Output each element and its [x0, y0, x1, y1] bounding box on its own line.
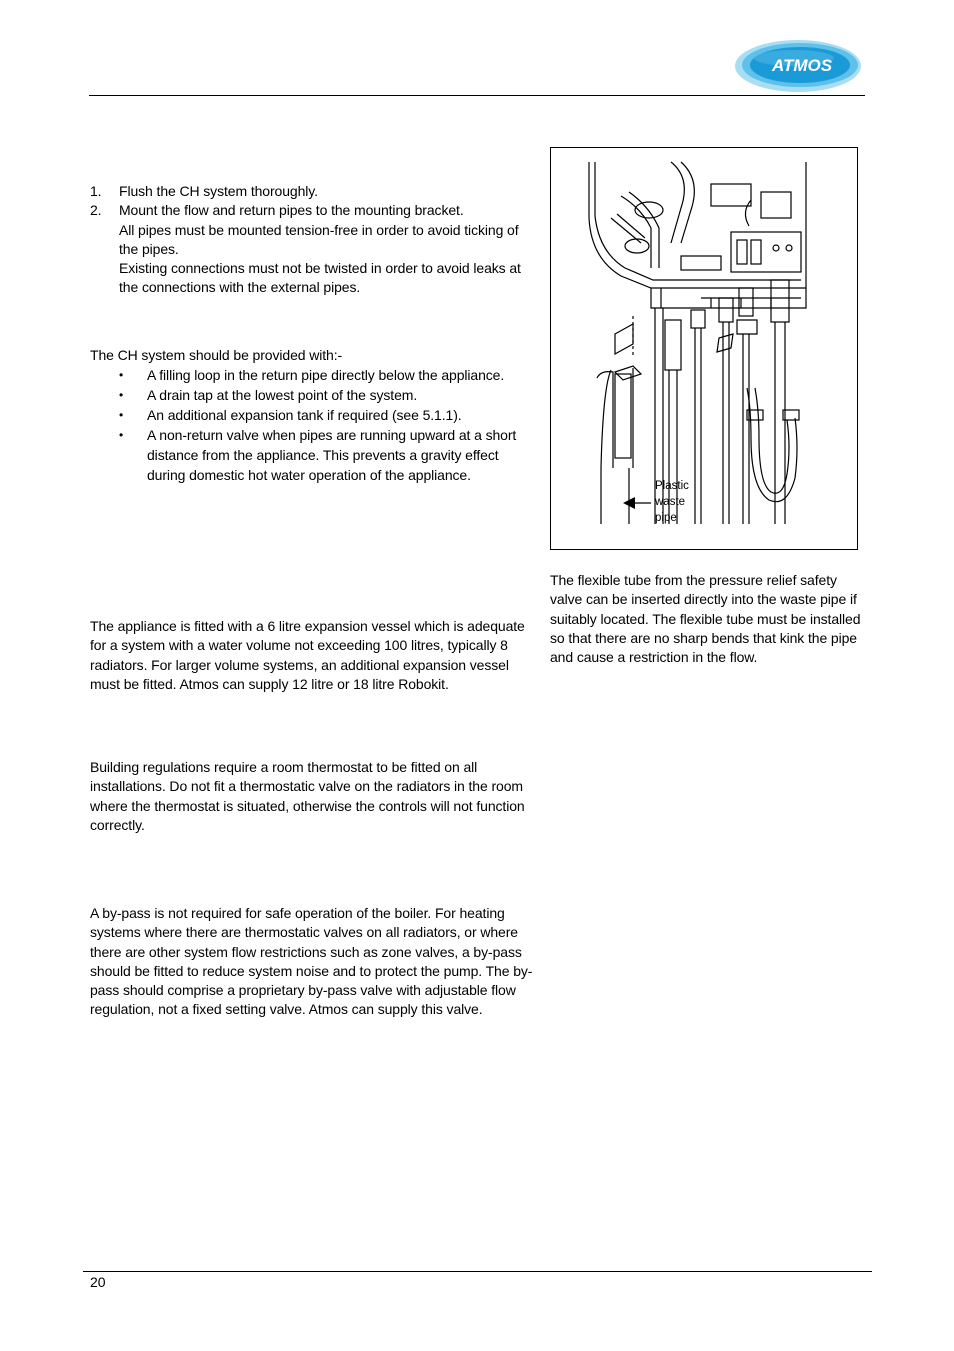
- install-step-text: Mount the flow and return pipes to the mounting bracket.: [119, 202, 464, 219]
- bullet-icon: •: [119, 368, 124, 382]
- install-note: All pipes must be mounted tension-free in order to avoid ticking of the pipes.: [119, 221, 519, 257]
- install-step: [90, 182, 535, 201]
- figure-label-line: pipe: [655, 512, 677, 524]
- ch-system-item: [90, 426, 522, 486]
- page-number: 20: [90, 1274, 106, 1290]
- figure-label: [655, 478, 689, 526]
- atmos-logo-graphic: [734, 38, 864, 94]
- atmos-logo: [734, 38, 864, 94]
- bullet-icon: •: [119, 387, 124, 402]
- ch-system-item: [90, 386, 535, 406]
- ch-system-item-text: An additional expansion tank if required (see 5.1.1).: [147, 406, 462, 423]
- footer-rule: [83, 1271, 872, 1272]
- safety-valve-paragraph: The flexible tube from the pressure relief safety valve can be inserted directly into the waste pipe if suitably located. The flexible tube must be installed so that there are no sharp bends that kink the pipe and cause a restriction in the flow.: [550, 572, 861, 666]
- expansion-vessel-paragraph: The appliance is fitted with a 6 litre expansion vessel which is adequate for a system with a water volume not exceeding 100 litres, typically 8 radiators. For larger volume systems, an additional expansion vessel must be fitted. Atmos can supply 12 litre or 18 litre Robokit.: [90, 618, 525, 692]
- ch-system-item-text: A filling loop in the return pipe directly below the appliance.: [147, 367, 505, 383]
- figure-label-line: Plastic: [655, 480, 689, 492]
- waste-pipe-arrow-icon: [623, 497, 651, 509]
- figure-label-line: waste: [655, 496, 686, 508]
- install-step-text: Flush the CH system thoroughly.: [119, 183, 318, 199]
- ch-system-item-text: A drain tap at the lowest point of the system.: [147, 386, 418, 403]
- ch-system-intro: The CH system should be provided with:-: [90, 347, 343, 363]
- boiler-pipework-drawing: [551, 148, 857, 549]
- thermostat-paragraph: Building regulations require a room thermostat to be fitted on all installations. Do not fit a thermostatic valve on the radiators in the room where the thermostat is situated, otherwise the controls will not function correctly.: [90, 759, 525, 833]
- ch-system-item-text: A non-return valve when pipes are running upward at a short distance from the appliance. This prevents a gravity effect during domestic hot water operation of the appliance.: [147, 426, 517, 483]
- install-step-number: 1.: [90, 183, 102, 199]
- ch-system-item: [90, 366, 535, 386]
- install-step-number: 2.: [90, 202, 102, 219]
- bullet-icon: •: [119, 427, 124, 442]
- install-step: [90, 201, 535, 220]
- install-steps-list: [90, 182, 535, 298]
- ch-system-list: [90, 366, 535, 485]
- bypass-paragraph: A by-pass is not required for safe operation of the boiler. For heating systems where there are thermostatic valves on all radiators, or where there are other system flow restrictions such as zone valves, a by-pass should be fitted to reduce system noise and to protect the pump. The by-pass should comprise a proprietary by-pass valve with adjustable flow regulation, not a fixed setting valve. Atmos can supply this valve.: [90, 905, 533, 1018]
- header-rule: [89, 95, 865, 96]
- ch-system-item: [90, 406, 535, 426]
- svg-text:ATMOS: ATMOS: [771, 56, 833, 75]
- bullet-icon: •: [119, 407, 124, 422]
- pipe-connections-figure: [550, 147, 858, 550]
- install-note: Existing connections must not be twisted in order to avoid leaks at the connections with the external pipes.: [119, 260, 521, 296]
